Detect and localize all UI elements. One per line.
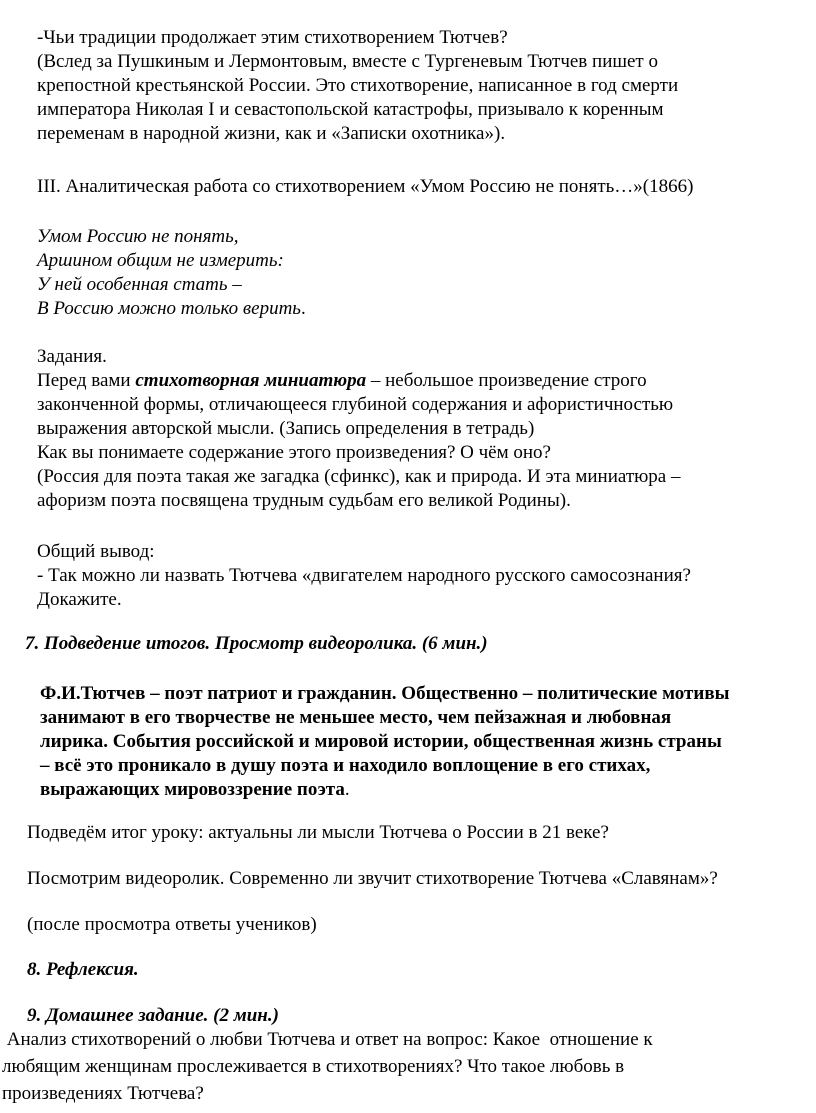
- answer-line: императора Николая I и севастопольской катастрофы, призывало к коренным: [37, 99, 664, 120]
- poem-line: Аршином общим не измерить:: [37, 250, 284, 271]
- video-question: Посмотрим видеоролик. Современно ли звучит стихотворение Тютчева «Славянам»?: [27, 868, 718, 889]
- bold-text: выражающих мировоззрение поэта: [40, 779, 345, 800]
- bold-paragraph-line: Ф.И.Тютчев – поэт патриот и гражданин. Общественно – политические мотивы: [40, 683, 730, 704]
- tasks-line: выражения авторской мысли. (Запись определения в тетрадь): [37, 418, 535, 439]
- summary-question: Подведём итог уроку: актуальны ли мысли Тютчева о России в 21 веке?: [27, 822, 609, 843]
- tasks-text: Перед вами: [37, 370, 136, 391]
- bold-paragraph-line: [40, 778, 350, 802]
- note-line: (после просмотра ответы учеников): [27, 914, 317, 935]
- answer-line: переменам в народной жизни, как и «Записки охотника»).: [37, 123, 506, 144]
- section-heading: III. Аналитическая работа со стихотворением «Умом Россию не понять…»(1866): [37, 176, 694, 197]
- homework-line: Анализ стихотворений о любви Тютчева и ответ на вопрос: Какое отношение к: [2, 1029, 653, 1050]
- question-line: -Чьи традиции продолжает этим стихотворением Тютчев?: [37, 27, 508, 48]
- conclusion-line: - Так можно ли назвать Тютчева «двигателем народного русского самосознания?: [37, 565, 691, 586]
- tasks-line: законченной формы, отличающееся глубиной содержания и афористичностью: [37, 394, 674, 415]
- poem-line: [37, 297, 306, 321]
- answer-line: крепостной крестьянской России. Это стихотворение, написанное в год смерти: [37, 75, 679, 96]
- step-heading: 9. Домашнее задание. (2 мин.): [27, 1005, 279, 1026]
- homework-line: произведениях Тютчева?: [2, 1083, 204, 1104]
- bold-paragraph-line: – всё это проникало в душу поэта и находило воплощение в его стихах,: [40, 755, 651, 776]
- conclusion-line: Докажите.: [37, 589, 122, 610]
- poem-line: У ней особенная стать –: [37, 274, 242, 295]
- bold-paragraph-line: лирика. События российской и мировой истории, общественная жизнь страны: [40, 731, 722, 752]
- poem-text: В Россию можно только верить: [37, 298, 301, 319]
- term-highlight: стихотворная миниатюра: [135, 370, 367, 391]
- homework-line: любящим женщинам прослеживается в стихотворениях? Что такое любовь в: [2, 1056, 625, 1077]
- step-heading: 7. Подведение итогов. Просмотр видеоролика. (6 мин.): [25, 633, 488, 654]
- bold-paragraph-line: занимают в его творчестве не меньшее место, чем пейзажная и любовная: [40, 707, 672, 728]
- conclusion-label: Общий вывод:: [37, 541, 155, 562]
- tasks-line: Как вы понимаете содержание этого произведения? О чём оно?: [37, 442, 551, 463]
- tasks-label: Задания.: [37, 346, 107, 367]
- tasks-line: [37, 369, 647, 393]
- tasks-text: – небольшое произведение строго: [366, 370, 647, 391]
- tasks-line: афоризм поэта посвящена трудным судьбам его великой Родины).: [37, 490, 571, 511]
- answer-line: (Вслед за Пушкиным и Лермонтовым, вместе с Тургеневым Тютчев пишет о: [37, 51, 658, 72]
- poem-punctuation: .: [300, 298, 306, 319]
- punctuation: .: [344, 779, 350, 800]
- tasks-line: (Россия для поэта такая же загадка (сфинкс), как и природа. И эта миниатюра –: [37, 466, 681, 487]
- step-heading: 8. Рефлексия.: [27, 959, 139, 980]
- poem-line: Умом Россию не понять,: [37, 226, 239, 247]
